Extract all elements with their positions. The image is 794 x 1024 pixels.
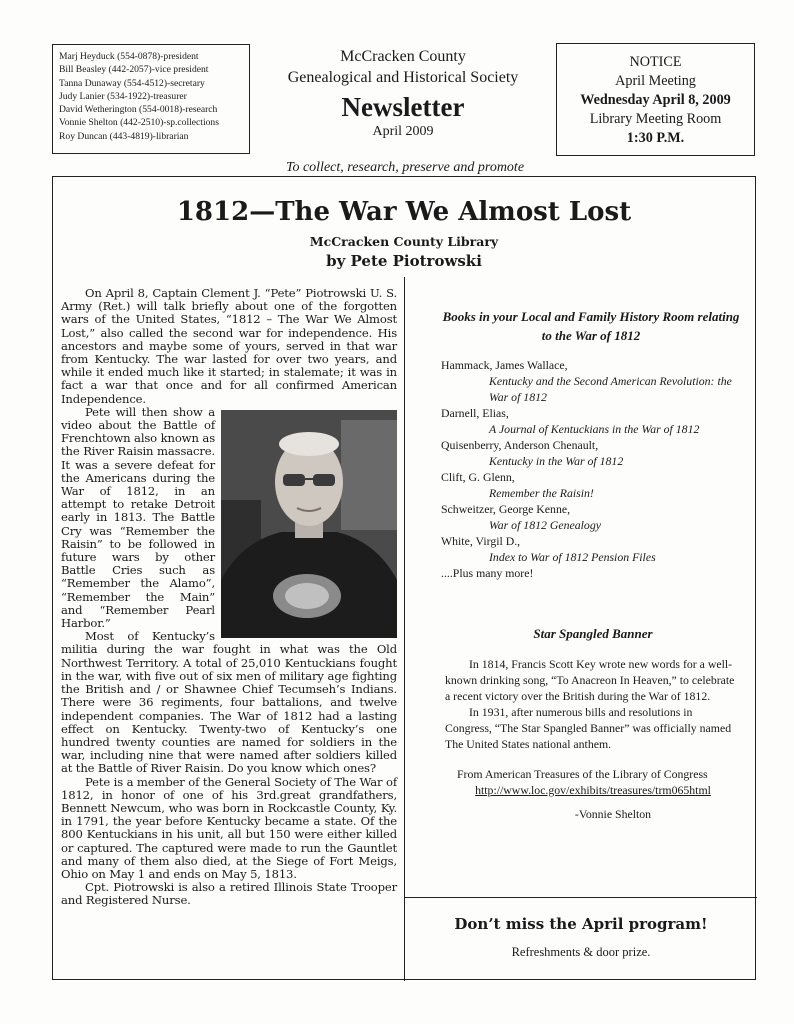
book-author: Schweitzer, George Kenne, <box>441 502 571 516</box>
officer-line: Bill Beasley (442-2057)-vice president <box>59 64 209 76</box>
ssb-signature: -Vonnie Shelton <box>574 807 652 821</box>
book-author: Clift, G. Glenn, <box>441 470 515 484</box>
book-title: War of 1812 Genealogy <box>489 518 601 532</box>
book-entry <box>441 501 741 533</box>
book-title: Remember the Raisin! <box>489 486 594 500</box>
notice-line: Library Meeting Room <box>589 111 722 127</box>
officer-line: David Wetherington (554-0018)-research <box>59 104 218 116</box>
book-title: A Journal of Kentuckians in the War of 1812 <box>489 422 700 436</box>
article-byline: by Pete Piotrowski <box>326 252 482 270</box>
speaker-photo <box>221 410 397 638</box>
society-name-line2: Genealogical and Historical Society <box>287 69 519 86</box>
newsletter-title: Newsletter <box>341 92 465 122</box>
book-author: White, Virgil D., <box>441 534 521 548</box>
books-title: Books in your Local and Family History Room relating to the War of 1812 <box>442 309 740 343</box>
section-divider <box>404 897 757 898</box>
book-entry <box>441 437 741 469</box>
article-headline: 1812—The War We Almost Lost <box>176 197 632 227</box>
book-entry <box>441 405 741 437</box>
books-section <box>441 307 741 581</box>
officer-line: Marj Heyduck (554-0878)-president <box>59 51 199 62</box>
program-heading: Don’t miss the April program! <box>454 915 708 933</box>
officer-line: Judy Lanier (534-1922)-treasurer <box>59 90 187 102</box>
program-subtext: Refreshments & door prize. <box>511 945 651 959</box>
star-spangled-banner-section <box>445 626 741 822</box>
ssb-paragraph: In 1931, after numerous bills and resolutions in Congress, “The Star Spangled Banner” was officially named The United States national anthem. <box>445 705 732 751</box>
book-title: Index to War of 1812 Pension Files <box>489 550 656 564</box>
column-divider <box>404 277 405 981</box>
article-paragraph: Cpt. Piotrowski is also a retired Illinois State Trooper and Registered Nurse. <box>61 880 397 908</box>
book-author: Quisenberry, Anderson Chenault, <box>441 438 599 452</box>
books-more: ....Plus many more! <box>441 566 534 580</box>
book-author: Hammack, James Wallace, <box>441 358 568 372</box>
ssb-paragraph: In 1814, Francis Scott Key wrote new words for a well-known drinking song, “To Anacreon In Heaven,” to celebrate a recent victory over the British during the War of 1812. <box>445 657 735 703</box>
motto: To collect, research, preserve and promote <box>285 160 525 175</box>
program-callout <box>405 899 757 960</box>
notice-heading: NOTICE <box>629 54 682 70</box>
main-frame <box>52 176 756 980</box>
speaker-photo-image <box>221 410 397 638</box>
book-author: Darnell, Elias, <box>441 406 509 420</box>
notice-box <box>556 43 755 156</box>
masthead <box>258 46 548 140</box>
ssb-source: From American Treasures of the Library of Congress <box>457 767 708 781</box>
ssb-link[interactable]: http://www.loc.gov/exhibits/treasures/trm065html <box>475 783 711 797</box>
book-entry <box>441 469 741 501</box>
ssb-title: Star Spangled Banner <box>533 626 653 641</box>
notice-time: 1:30 P.M. <box>626 130 685 146</box>
article-body <box>61 287 397 908</box>
article-paragraph: Pete is a member of the General Society of The War of 1812, in honor of one of his 3rd.great grandfathers, Bennett Newcum, who was born in Rockcastle County, Ky. in 1791, the year before Kentucky became a state. Of the 800 Kentuckians in his unit, all but 150 were either killed or captured. The captured were made to run the Gauntlet and many of them also died, at the Siege of Fort Meigs, Ohio on May 1 and ends on May 5, 1813. <box>61 774 397 881</box>
officer-line: Tanna Dunaway (554-4512)-secretary <box>59 77 205 89</box>
notice-line: April Meeting <box>615 73 696 89</box>
officer-line: Vonnie Shelton (442-2510)-sp.collections <box>59 117 219 129</box>
book-title: Kentucky and the Second American Revolution: the War of 1812 <box>489 374 732 404</box>
article-paragraph: Most of Kentucky’s militia during the war fought in what was the Old Northwest Territory. A total of 25,010 Kentuckians fought in the war, with five out of six men of military age fighting the British and / or Shawnee Chief Tecumseh’s Indians. There were 36 regiments, four battalions, and twelve independent companies. The War of 1812 had a lasting effect on Kentucky. Twenty-two of Kentucky’s one hundred twenty counties are named for soldiers in the war, including nine that were named after soldiers killed at the Battle of River Raisin. Do you know which ones? <box>61 629 397 776</box>
book-entry <box>441 357 741 405</box>
officer-line: Roy Duncan (443-4819)-librarian <box>59 130 189 142</box>
society-name-line1: McCracken County <box>340 48 466 65</box>
article-paragraph: Pete will then show a video about the Battle of Frenchtown also known as the River Raisin massacre. It was a severe defeat for the Americans during the War of 1812, in an attempt to retake Detroit early in 1813. The Battle Cry was “Remember the Raisin” to be followed in future wars by other Battle Cries such as “Remember the Alamo”, “Remember the Main” and “Remember Pearl Harbor.” <box>61 404 215 631</box>
officers-box <box>52 44 250 154</box>
book-entry <box>441 533 741 565</box>
article-venue: McCracken County Library <box>309 234 499 249</box>
book-title: Kentucky in the War of 1812 <box>489 454 624 468</box>
article-paragraph: On April 8, Captain Clement J. “Pete” Piotrowski U. S. Army (Ret.) will talk briefly about one of the forgotten wars of the United States, “1812 – The War We Almost Lost,” also called the second war for independence. His ancestors and maybe some of yours, served in that war from Kentucky. The war lasted for over two years, and while it ended much like it started; in stalemate; it was in fact a war that once and for all confirmed American Independence. <box>61 286 397 406</box>
issue-date: April 2009 <box>372 124 434 139</box>
notice-date: Wednesday April 8, 2009 <box>580 92 731 108</box>
